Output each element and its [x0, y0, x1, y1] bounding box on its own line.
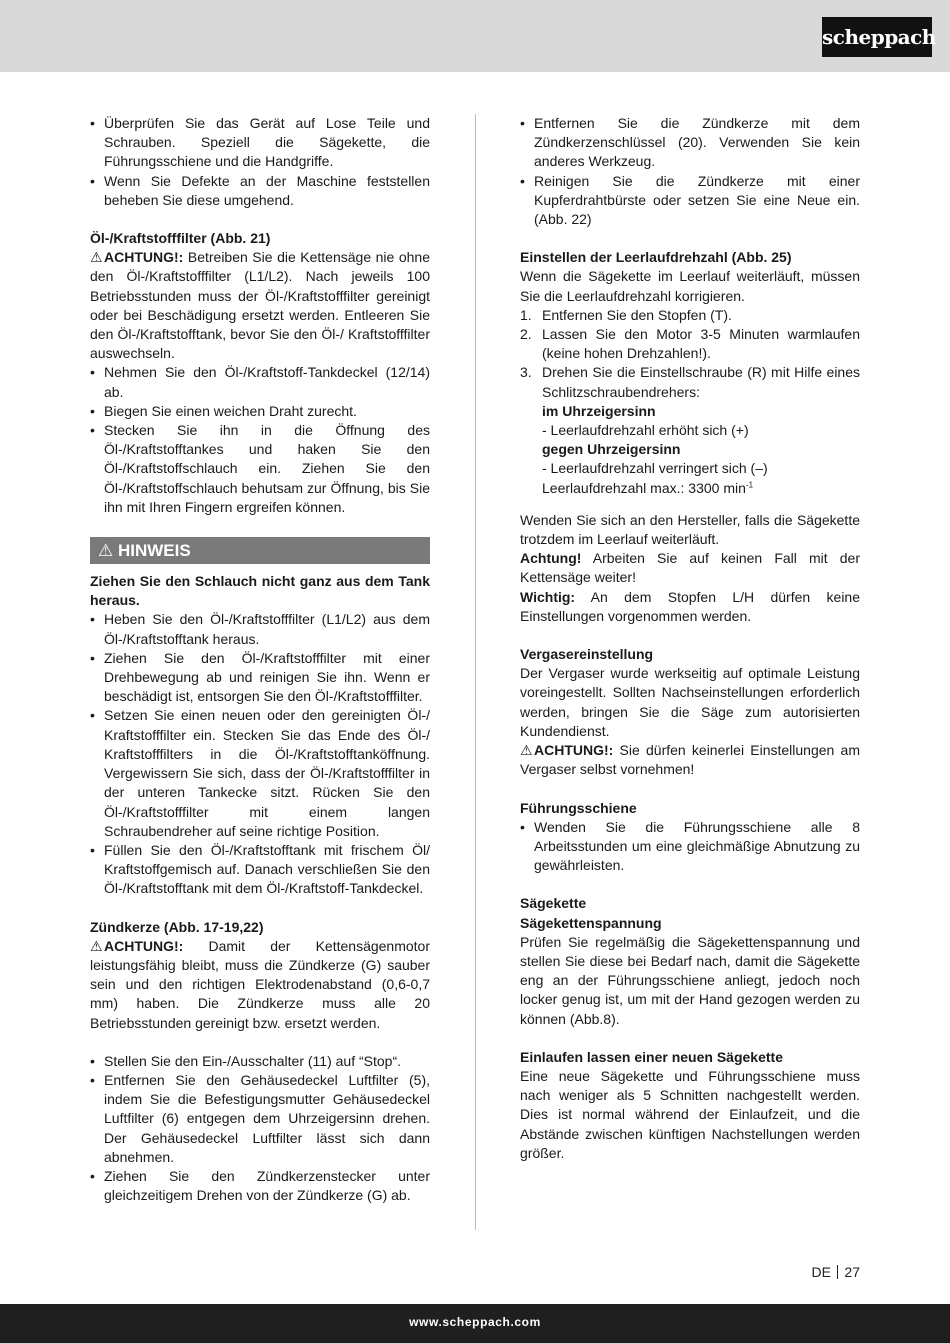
page-number: DE 27 — [811, 1264, 860, 1280]
max-idle-speed: Leerlaufdrehzahl max.: 3300 $\min^{-1}$ — [542, 479, 754, 496]
guide-bar-heading: Führungsschiene — [520, 799, 637, 816]
inspection-bullet-list — [90, 114, 430, 210]
counterclockwise-text: - Leerlaufdrehzahl verringert sich (–) — [542, 460, 768, 477]
left-column — [90, 114, 430, 1205]
spark-plug-cont-list — [520, 114, 860, 229]
warning-triangle-icon: ⚠ — [520, 742, 533, 759]
break-in-text: Eine neue Sägekette und Führungsschiene muss nach weniger als 5 Schnitten nachgestellt werden. Dies ist normal während der Einlaufzeit, und die Abstände zwischen künftigen Nachstellungen werden größer. — [520, 1067, 860, 1161]
spark-plug-bullet-list — [90, 1052, 430, 1206]
carburetor-warning: ⚠ACHTUNG!: Sie dürfen keinerlei Einstellungen am Vergaser selbst vornehmen! — [520, 742, 860, 778]
warning-text: Damit der Kettensägenmotor leistungsfähig bleibt, muss die Zündkerze (G) sauber sein und den richtigen Elektrodenabstand (0,6-0,7 mm) haben. Die Zündkerze muss alle 20 Betriebsstunden gereinigt bzw. ersetzt werden. — [90, 937, 430, 1031]
list-item: • Überprüfen Sie das Gerät auf Lose Teile und Schrauben. Speziell die Sägekette, die Führungsschiene und die Handgriffe. — [90, 114, 430, 172]
warning-triangle-icon: ⚠ — [98, 541, 114, 561]
spark-plug-warning — [90, 937, 430, 1033]
list-item: 3. Drehen Sie die Einstellschraube (R) mit Hilfe eines Schlitzschraubendrehers: im Uhrzeigersinn - Leerlaufdrehzahl erhöht sich (+) gegen Uhrzeigersinn - Leerlaufdrehzahl verringert sich (–) Leerlaufdrehzahl max.: 3300 $\min^{-1}$ — [520, 363, 860, 497]
chain-tension-text: Prüfen Sie regelmäßig die Sägekettenspannung und stellen Sie diese bei Bedarf nach, damit die Sägekette eng an der Führungsschiene anliegt, jedoch noch locker genug ist, um mit der Hand gezogen werden zu können (Abb.8). — [520, 933, 860, 1027]
list-item: • Wenden Sie die Führungsschiene alle 8 Arbeitsstunden um eine gleichmäßige Abnutzung zu gewährleisten. — [520, 818, 860, 876]
clockwise-label: im Uhrzeigersinn — [542, 402, 656, 419]
list-item: • Wenn Sie Defekte an der Maschine feststellen beheben Sie diese umgehend. — [90, 172, 430, 210]
counterclockwise-label: gegen Uhrzeigersinn — [542, 441, 681, 458]
warning-label: ACHTUNG!: — [104, 249, 184, 266]
carburetor-text: Der Vergaser wurde werkseitig auf optimale Leistung voreingestellt. Sollten Nachseinstellungen erforderlich werden, bringen Sie die Säge zum autorisierten Kundendienst. — [520, 665, 860, 739]
list-item: • Stellen Sie den Ein-/Ausschalter (11) auf “Stop“. — [90, 1052, 430, 1071]
manufacturer-note: Wenden Sie sich an den Hersteller, falls die Sägekette trotzdem im Leerlauf weiterläuft. — [520, 511, 860, 548]
right-column — [520, 114, 860, 1163]
saw-chain-heading: Sägekette — [520, 895, 587, 912]
hinweis-bullet-list — [90, 610, 430, 898]
list-item: • Stecken Sie ihn in die Öffnung des Öl-/Kraftstofftankes und haken Sie den Öl-/Kraftstoffschlauch ein. Ziehen Sie den Öl-/Kraftstoffschlauch behutsam zur Öffnung, bis Sie ihn mit Ihren Fingern ergreifen können. — [90, 421, 430, 517]
hinweis-label: HINWEIS — [117, 541, 191, 561]
header-band — [0, 0, 950, 72]
idle-speed-heading: Einstellen der Leerlaufdrehzahl (Abb. 25) — [520, 249, 792, 266]
warning-triangle-icon: ⚠ — [90, 937, 103, 954]
hinweis-bar — [90, 537, 430, 564]
idle-speed-intro: Wenn die Sägekette im Leerlauf weiterläuft, müssen Sie die Leerlaufdrehzahl korrigieren. — [520, 268, 860, 304]
scheppach-logo: scheppach — [822, 17, 932, 57]
list-item: • Ziehen Sie den Öl-/Kraftstofffilter mit einer Drehbewegung ab und reinigen Sie ihn. Wenn er beschädigt ist, entsorgen Sie den Öl-/Kraftstofffilter. — [90, 649, 430, 707]
oil-filter-bullet-list — [90, 363, 430, 517]
list-item: • Setzen Sie einen neuen oder den gereinigten Öl-/ Kraftstofffilter ein. Stecken Sie das Ende des Öl-/ Kraftstofffilters in die Öl-/Kraftstofftanköffnung. Vergewissern Sie sich, dass der Öl-/Kraftstofffilter in der unteren Tankecke sitzt. Rücken Sie den Öl-/Kraftstofffilter mit einem langen Schraubendreher auf seine richtige Position. — [90, 706, 430, 840]
chain-tension-heading: Sägekettenspannung — [520, 914, 662, 931]
list-item: • Biegen Sie einen weichen Draht zurecht. — [90, 402, 430, 421]
list-item: • Entfernen Sie den Gehäusedeckel Luftfilter (5), indem Sie die Befestigungsmutter Gehäusedeckel Luftfilter (6) entgegen dem Uhrzeigersinn drehen. Der Gehäusedeckel Luftfilter lässt sich dann abnehmen. — [90, 1071, 430, 1167]
guide-bar-list — [520, 818, 860, 876]
list-item: • Entfernen Sie die Zündkerze mit dem Zündkerzenschlüssel (20). Verwenden Sie kein anderes Werkzeug. — [520, 114, 860, 172]
list-item: • Heben Sie den Öl-/Kraftstofffilter (L1/L2) aus dem Öl-/Kraftstofftank heraus. — [90, 610, 430, 648]
warning-text: Betreiben Sie die Kettensäge nie ohne den Öl-/Kraftstofffilter (L1/L2). Nach jeweils 100 Betriebsstunden muss der Öl-/Kraftstofffilter gereinigt oder bei Beschädigung ersetzt werden. Entleeren Sie den Öl-/Kraftstofftank, bevor Sie den Öl-/ Kraftstofffilter auswechseln. — [90, 249, 430, 362]
list-item: • Ziehen Sie den Zündkerzenstecker unter gleichzeitigem Drehen von der Zündkerze (G) ab. — [90, 1167, 430, 1205]
list-item: 1. Entfernen Sie den Stopfen (T). — [520, 306, 732, 323]
wichtig-note: Wichtig: An dem Stopfen L/H dürfen keine Einstellungen vorgenommen werden. — [520, 588, 860, 624]
list-item: • Reinigen Sie die Zündkerze mit einer Kupferdrahtbürste oder setzen Sie eine Neue ein. (Abb. 22) — [520, 172, 860, 230]
list-item: • Nehmen Sie den Öl-/Kraftstoff-Tankdeckel (12/14) ab. — [90, 363, 430, 401]
list-item: 2. Lassen Sie den Motor 3-5 Minuten warmlaufen (keine hohen Drehzahlen!). — [520, 326, 860, 362]
idle-speed-steps — [520, 306, 860, 498]
oil-filter-heading: Öl-/Kraftstofffilter (Abb. 21) — [90, 230, 271, 247]
warning-label: ACHTUNG!: — [104, 937, 184, 954]
carburetor-heading: Vergasereinstellung — [520, 646, 654, 663]
clockwise-text: - Leerlaufdrehzahl erhöht sich (+) — [542, 422, 749, 439]
spark-plug-heading: Zündkerze (Abb. 17-19,22) — [90, 918, 264, 935]
hinweis-text: Ziehen Sie den Schlauch nicht ganz aus dem Tank heraus. — [90, 573, 430, 609]
break-in-heading: Einlaufen lassen einer neuen Sägekette — [520, 1048, 783, 1065]
warning-triangle-icon: ⚠ — [90, 249, 103, 266]
achtung-note: Achtung! Arbeiten Sie auf keinen Fall mit der Kettensäge weiter! — [520, 550, 860, 586]
oil-filter-warning — [90, 248, 430, 363]
column-divider — [475, 114, 476, 1230]
list-item: • Füllen Sie den Öl-/Kraftstofftank mit frischem Öl/ Kraftstoffgemisch auf. Danach verschließen Sie den Öl-/Kraftstofftank mit dem Öl-/Kraftstoff-Tankdeckel. — [90, 841, 430, 899]
footer-url[interactable]: www.scheppach.com — [409, 1315, 541, 1329]
